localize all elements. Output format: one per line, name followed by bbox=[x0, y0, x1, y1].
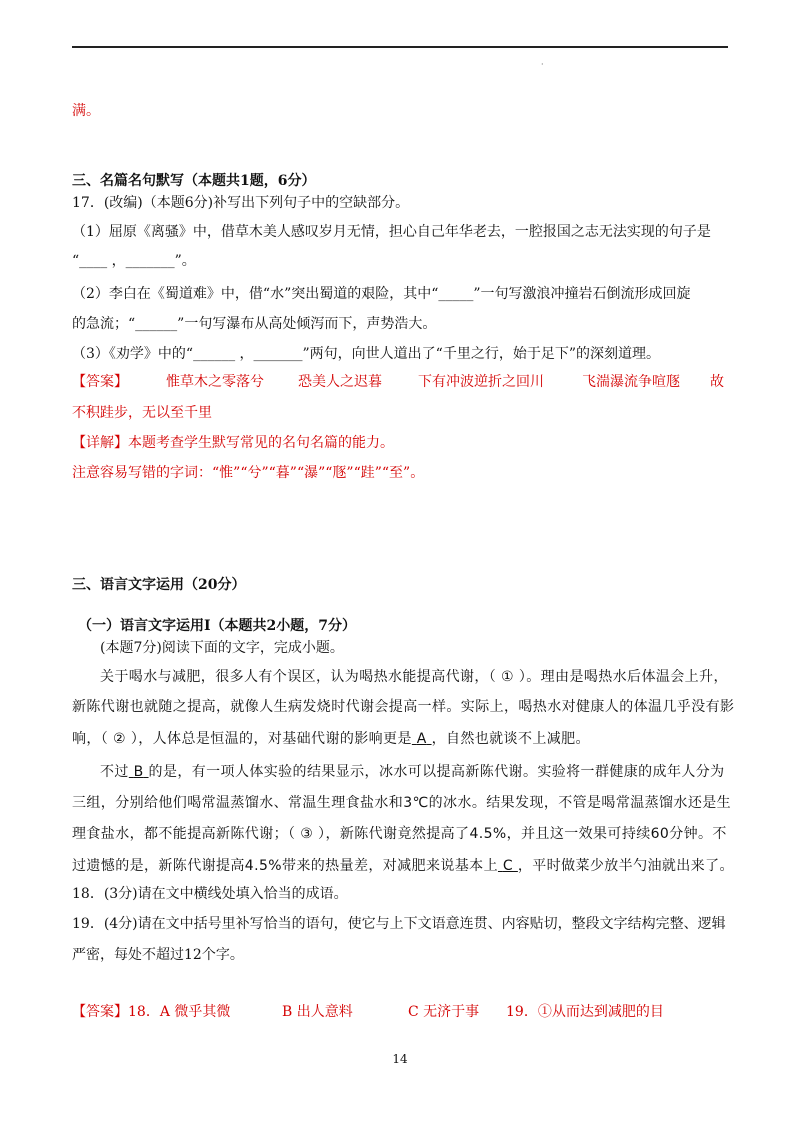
q17-answer-line bbox=[72, 372, 724, 392]
answer-label: 【答案】 bbox=[72, 374, 128, 390]
passage-text: 的是，有一项人体实验的结果显示，冰水可以提高新陈代谢。实验将一群健康的成年人分为 bbox=[148, 764, 725, 780]
blank-c-label: C bbox=[502, 858, 514, 874]
blank-b-label: B bbox=[133, 764, 144, 780]
passage-p1-line1: 关于喝水与减肥，很多人有个误区，认为喝热水能提高代谢，（ ① ）。理由是喝热水后体温会上升， bbox=[100, 669, 728, 685]
q17-stem: 17．(改编)（本题6分)补写出下列句子中的空缺部分。 bbox=[72, 195, 410, 211]
q17-item2-line2: 的急流；“______”一句写瀑布从高处倾泻而下，声势浩大。 bbox=[72, 316, 437, 332]
q17-note: 注意容易写错的字词：“惟”“兮”“暮”“瀑”“豗”“跬”“至”。 bbox=[72, 465, 425, 481]
q17-item3: （3）《劝学》中的“______ ，_______”两句，向世人道出了“千里之行，始于足下”的深刻道理。 bbox=[72, 346, 660, 362]
answer-18-b: B 出人意料 bbox=[282, 1004, 353, 1020]
section-title-recitation: 三、名篇名句默写（本题共1题，6分） bbox=[72, 173, 316, 189]
passage-p2-line2: 三组，分别给他们喝常温蒸馏水、常温生理食盐水和3℃的冰水。结果发现，不管是喝常温蒸馏水还是生 bbox=[72, 795, 732, 811]
answer-18-a: 18．A 微乎其微 bbox=[128, 1004, 231, 1020]
answer-17-3: 下有冲波逆折之回川 bbox=[418, 374, 544, 390]
answer-17-6: 不积跬步，无以至千里 bbox=[72, 405, 212, 421]
passage-text: ，平时做菜少放半勺油就出来了。 bbox=[517, 858, 734, 874]
q17-item1-line1: （1）屈原《离骚》中，借草木美人感叹岁月无情，担心自己年华老去，一腔报国之志无法实现的句子是 bbox=[72, 224, 711, 240]
continuation-text: 满。 bbox=[72, 103, 100, 119]
blank-c bbox=[498, 858, 518, 874]
q17-item2-line1: （2）李白在《蜀道难》中，借“水”突出蜀道的艰险，其中“_____”一句写激浪冲撞岩石倒流形成回旋 bbox=[72, 286, 691, 302]
q17-detail: 【详解】本题考查学生默写常见的名句名篇的能力。 bbox=[72, 435, 394, 451]
header-rule bbox=[72, 46, 728, 48]
passage-p1-line3 bbox=[72, 729, 590, 749]
blank-a bbox=[412, 731, 432, 747]
blank-a-label: A bbox=[416, 731, 427, 747]
subsection-title: （一）语言文字运用Ⅰ（本题共2小题，7分） bbox=[78, 618, 357, 634]
header-dot: · bbox=[541, 60, 544, 69]
passage-text: 响，（ ② ），人体总是恒温的，对基础代谢的影响更是 bbox=[72, 731, 412, 747]
answer-label: 【答案】 bbox=[72, 1004, 128, 1020]
passage-p2-line3: 理食盐水，都不能提高新陈代谢；（ ③ ），新陈代谢竟然提高了4.5%，并且这一效果可持续60分钟。不 bbox=[72, 826, 727, 842]
passage-text: 过遗憾的是，新陈代谢提高4.5%带来的热量差，对减肥来说基本上 bbox=[72, 858, 498, 874]
section-title-language: 三、语言文字运用（20分） bbox=[72, 577, 246, 593]
passage-p2-line4 bbox=[72, 856, 734, 876]
answer-19-1: 19．①从而达到减肥的目 bbox=[506, 1004, 664, 1020]
q19-line1: 19．(4分)请在文中括号里补写恰当的语句，使它与上下文语意连贯、内容贴切，整段文字结构完整、逻辑 bbox=[72, 916, 726, 932]
passage-stem: (本题7分)阅读下面的文字，完成小题。 bbox=[100, 640, 344, 656]
passage-text: ，自然也就谈不上减肥。 bbox=[431, 731, 590, 747]
page-number: 14 bbox=[392, 1052, 408, 1066]
q17-item1-line2: “____ ，_______”。 bbox=[72, 253, 196, 269]
answer-17-2: 恐美人之迟暮 bbox=[298, 374, 382, 390]
passage-p2-line1 bbox=[100, 762, 725, 782]
blank-b bbox=[129, 764, 149, 780]
passage-text: 不过 bbox=[100, 764, 129, 780]
answer-18-c: C 无济于事 bbox=[408, 1004, 480, 1020]
answer-17-5: 故 bbox=[710, 374, 724, 390]
q19-line2: 严密，每处不超过12个字。 bbox=[72, 947, 244, 963]
answer-17-4: 飞湍瀑流争喧豗 bbox=[582, 374, 680, 390]
answer-17-1: 惟草木之零落兮 bbox=[166, 374, 264, 390]
passage-p1-line2: 新陈代谢也就随之提高，就像人生病发烧时代谢会提高一样。实际上，喝热水对健康人的体温几乎没有影 bbox=[72, 699, 735, 715]
q18-19-answer-line bbox=[72, 1002, 664, 1022]
q18: 18．(3分)请在文中横线处填入恰当的成语。 bbox=[72, 886, 348, 902]
